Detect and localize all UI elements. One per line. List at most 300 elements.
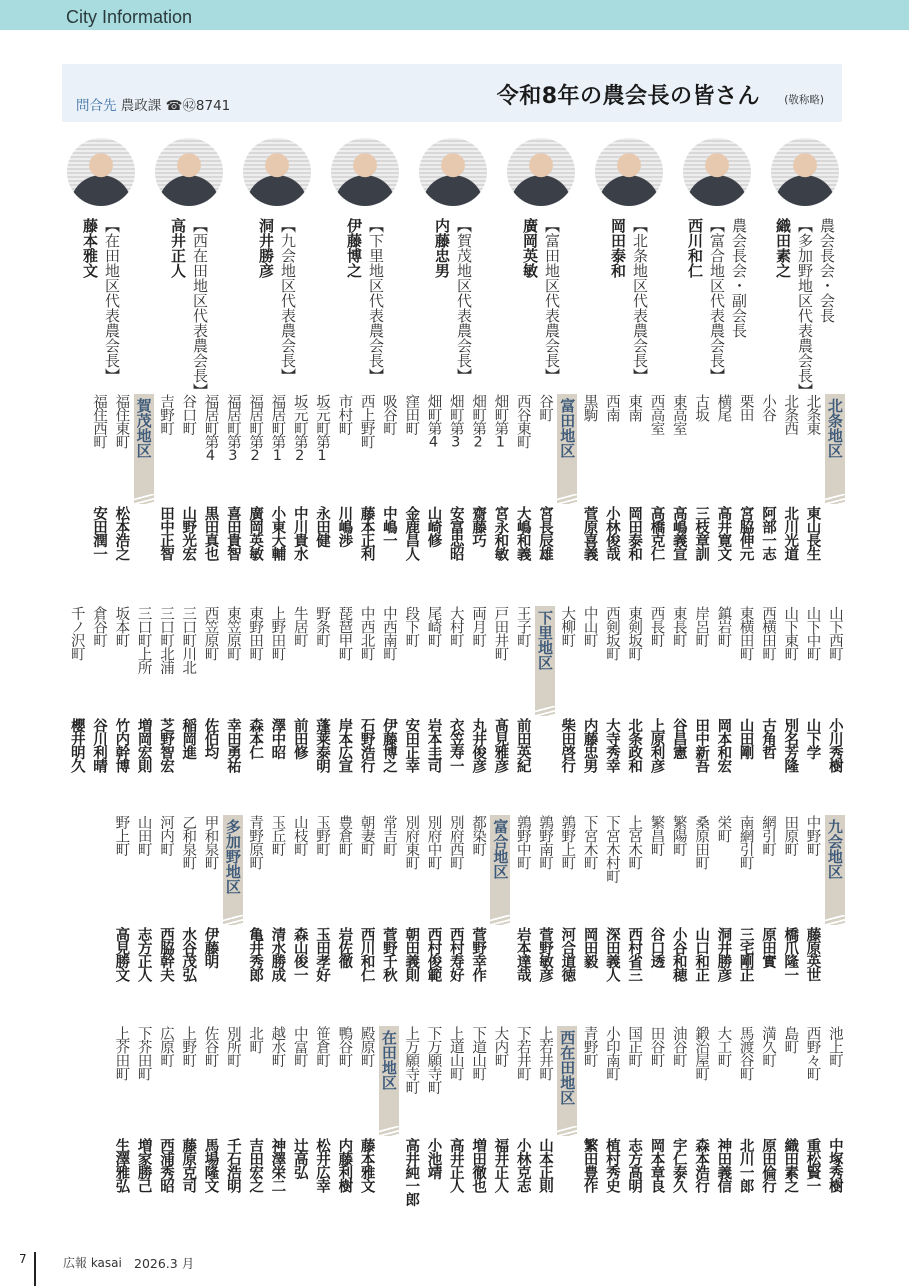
town-name: 別府東町 bbox=[403, 815, 420, 869]
leader-person-name: 森本浩行 bbox=[693, 1138, 710, 1192]
town-name: 山枝町 bbox=[291, 815, 308, 856]
leader-person-name: 岸本広宣 bbox=[336, 718, 353, 772]
town-name: 黒駒 bbox=[581, 394, 598, 421]
leader-name: 内藤忠男 bbox=[433, 218, 451, 278]
contact-info bbox=[76, 94, 230, 114]
leader-title: 農会長会・副会長 bbox=[730, 218, 748, 338]
leader-person-name: 安田正幸 bbox=[403, 718, 420, 772]
leader-person-name: 千石浩明 bbox=[224, 1138, 241, 1192]
town-name: 西南 bbox=[603, 394, 620, 421]
town-name: 古坂 bbox=[693, 394, 710, 421]
town-name: 坂本町 bbox=[113, 606, 130, 647]
portrait-photo bbox=[243, 138, 311, 206]
leader-person-name: 西村省三 bbox=[626, 927, 643, 981]
town-name: 油谷町 bbox=[670, 1026, 687, 1067]
directory-entry bbox=[757, 815, 779, 1020]
directory-entry bbox=[779, 815, 801, 1020]
leader-person-name: 重松賢一 bbox=[804, 1138, 821, 1192]
directory-block bbox=[60, 815, 846, 1020]
leader-person-name: 安富忠昭 bbox=[447, 506, 464, 560]
town-name: 福居町第1 bbox=[269, 394, 286, 463]
leader-person-name: 安田潤一 bbox=[91, 506, 108, 560]
leader-person-name: 芝野智宏 bbox=[157, 718, 174, 772]
directory-entry bbox=[333, 1026, 355, 1231]
leader-person-name: 佐伯均 bbox=[202, 718, 219, 759]
directory-entry bbox=[534, 394, 556, 599]
directory-entry bbox=[757, 606, 779, 811]
leader-name: 岡田泰和 bbox=[609, 218, 627, 278]
leader-person-name: 山口和正 bbox=[693, 927, 710, 981]
district-name: 在田地区 bbox=[379, 1030, 398, 1090]
directory-entry bbox=[199, 1026, 221, 1231]
leader-role: 【富合地区代表農会長】 bbox=[708, 218, 726, 383]
town-name: 上野町 bbox=[180, 1026, 197, 1067]
town-name: 栗田 bbox=[737, 394, 754, 421]
footer-divider bbox=[34, 1252, 36, 1286]
town-name: 国正町 bbox=[626, 1026, 643, 1067]
leader-person-name: 小谷和穂 bbox=[670, 927, 687, 981]
directory-entry bbox=[690, 394, 712, 599]
directory-entry bbox=[601, 606, 623, 811]
leader-person-name: 山下学 bbox=[804, 718, 821, 759]
directory-entry bbox=[199, 815, 221, 1020]
town-name: 中西南町 bbox=[380, 606, 397, 660]
directory-entry bbox=[668, 1026, 690, 1231]
directory-entry bbox=[578, 1026, 600, 1231]
directory-entry bbox=[757, 394, 779, 599]
directory-entry bbox=[801, 815, 823, 1020]
leader-person-name: 高見勝文 bbox=[113, 927, 130, 981]
town-name: 佐谷町 bbox=[202, 1026, 219, 1067]
district-name: 多加野地区 bbox=[223, 819, 242, 894]
town-name: 繁昌町 bbox=[648, 815, 665, 856]
district-header bbox=[489, 815, 511, 1020]
directory-entry bbox=[266, 394, 288, 599]
town-name: 大村町 bbox=[447, 606, 464, 647]
district-tag bbox=[825, 815, 845, 915]
leader-person-name: 山田剛 bbox=[737, 718, 754, 759]
directory-entry bbox=[133, 815, 155, 1020]
leader-person-name: 藤原克司 bbox=[180, 1138, 197, 1192]
leader-text bbox=[238, 218, 316, 383]
directory-entry bbox=[400, 1026, 422, 1231]
directory-entry bbox=[289, 394, 311, 599]
leader-person-name: 生澤雅弘 bbox=[113, 1138, 130, 1192]
directory-entry bbox=[512, 1026, 534, 1231]
town-name: 西横田町 bbox=[759, 606, 776, 660]
directory-entry bbox=[378, 815, 400, 1020]
leader-role: 【在田地区代表農会長】 bbox=[103, 218, 121, 383]
district-header bbox=[222, 815, 244, 1020]
district-name: 下里地区 bbox=[535, 610, 554, 670]
portrait-photo bbox=[595, 138, 663, 206]
directory-entry bbox=[801, 394, 823, 599]
town-name: 下宮木村町 bbox=[603, 815, 620, 883]
directory-entry bbox=[601, 815, 623, 1020]
directory-entry bbox=[779, 394, 801, 599]
section-header-bar bbox=[0, 0, 909, 30]
district-tag bbox=[490, 815, 510, 915]
leader-person-name: 別名芳隆 bbox=[782, 718, 799, 772]
town-name: 玉丘町 bbox=[269, 815, 286, 856]
leader-text bbox=[766, 218, 844, 398]
town-name: 千ノ沢町 bbox=[68, 606, 85, 660]
district-tag bbox=[134, 394, 154, 494]
town-name: 満久町 bbox=[759, 1026, 776, 1067]
town-name: 別府西町 bbox=[447, 815, 464, 869]
leader-person-name: 森本仁 bbox=[247, 718, 264, 759]
directory-block bbox=[60, 1026, 846, 1231]
district-name: 西在田地区 bbox=[558, 1030, 577, 1105]
directory-entry bbox=[645, 1026, 667, 1231]
town-name: 別所町 bbox=[224, 1026, 241, 1067]
leader-person-name: 岩本達哉 bbox=[514, 927, 531, 981]
town-name: 西高室 bbox=[648, 394, 665, 435]
town-name: 山田町 bbox=[135, 815, 152, 856]
town-name: 倉谷町 bbox=[91, 606, 108, 647]
leader-card bbox=[62, 138, 140, 388]
directory-entry bbox=[735, 1026, 757, 1231]
leader-person-name: 小林俊哉 bbox=[603, 506, 620, 560]
town-name: 下芥田町 bbox=[135, 1026, 152, 1080]
town-name: 畑町第1 bbox=[492, 394, 509, 450]
town-name: 坂元町第1 bbox=[314, 394, 331, 463]
directory-entry bbox=[333, 394, 355, 599]
town-name: 窪田町 bbox=[403, 394, 420, 435]
town-name: 下万願寺町 bbox=[425, 1026, 442, 1094]
directory-entry bbox=[467, 394, 489, 599]
leader-person-name: 山崎修 bbox=[425, 506, 442, 547]
directory-entry bbox=[445, 1026, 467, 1231]
town-name: 網引町 bbox=[759, 815, 776, 856]
leader-person-name: 北川一郎 bbox=[737, 1138, 754, 1192]
town-name: 東南 bbox=[626, 394, 643, 421]
leader-person-name: 三宅剛正 bbox=[737, 927, 754, 981]
directory-entry bbox=[757, 1026, 779, 1231]
town-name: 乙和泉町 bbox=[180, 815, 197, 869]
directory-block bbox=[60, 394, 846, 599]
town-name: 鴨谷町 bbox=[336, 1026, 353, 1067]
leader-person-name: 高嶋義宣 bbox=[670, 506, 687, 560]
directory-entry bbox=[289, 815, 311, 1020]
directory-entry bbox=[623, 606, 645, 811]
district-tag bbox=[825, 394, 845, 494]
directory-entry bbox=[266, 1026, 288, 1231]
directory-entry bbox=[489, 606, 511, 811]
leader-person-name: 幸田勇祐 bbox=[224, 718, 241, 772]
town-name: 広原町 bbox=[157, 1026, 174, 1067]
town-name: 鶉野中町 bbox=[514, 815, 531, 869]
district-tag bbox=[557, 394, 577, 494]
town-name: 上道山町 bbox=[447, 1026, 464, 1080]
town-name: 西笠原町 bbox=[202, 606, 219, 660]
leader-name: 廣岡英敏 bbox=[521, 218, 539, 278]
directory-entry bbox=[534, 815, 556, 1020]
directory-entry bbox=[289, 606, 311, 811]
town-name: 西上野町 bbox=[358, 394, 375, 448]
leader-person-name: 藤本正利 bbox=[358, 506, 375, 560]
leader-role: 【賀茂地区代表農会長】 bbox=[455, 218, 473, 383]
leader-person-name: 高井寛文 bbox=[715, 506, 732, 560]
leader-person-name: 永田健 bbox=[314, 506, 331, 547]
town-name: 東野田町 bbox=[247, 606, 264, 660]
leader-person-name: 衣笠寿一 bbox=[447, 718, 464, 772]
leader-person-name: 岡本和宏 bbox=[715, 718, 732, 772]
directory-entry bbox=[311, 815, 333, 1020]
leader-person-name: 岡田毅 bbox=[581, 927, 598, 968]
portrait-photo bbox=[771, 138, 839, 206]
district-tag bbox=[557, 1026, 577, 1126]
directory-entry bbox=[244, 394, 266, 599]
leader-person-name: 神田義信 bbox=[715, 1138, 732, 1192]
directory-entry bbox=[155, 815, 177, 1020]
leader-person-name: 大嶋和義 bbox=[514, 506, 531, 560]
honorific-note: (敬称略) bbox=[784, 94, 824, 106]
district-header bbox=[824, 394, 846, 599]
town-name: 河内町 bbox=[157, 815, 174, 856]
leader-person-name: 岩佐徹 bbox=[336, 927, 353, 968]
town-name: 尾崎町 bbox=[425, 606, 442, 647]
directory-entry bbox=[824, 606, 846, 811]
town-name: 上若井町 bbox=[536, 1026, 553, 1080]
leader-text bbox=[326, 218, 404, 383]
leader-person-name: 志方正人 bbox=[135, 927, 152, 981]
leader-person-name: 松本浩之 bbox=[113, 506, 130, 560]
town-name: 西長町 bbox=[648, 606, 665, 647]
town-name: 市村町 bbox=[336, 394, 353, 435]
leader-person-name: 西浦秀昭 bbox=[157, 1138, 174, 1192]
directory-entry bbox=[155, 394, 177, 599]
directory-entry bbox=[556, 606, 578, 811]
directory-entry bbox=[578, 606, 600, 811]
directory-entry bbox=[333, 606, 355, 811]
directory-entry bbox=[222, 1026, 244, 1231]
leader-person-name: 藤原英世 bbox=[804, 927, 821, 981]
leader-person-name: 小林克志 bbox=[514, 1138, 531, 1192]
leader-person-name: 伊藤明 bbox=[202, 927, 219, 968]
town-name: 青野原町 bbox=[247, 815, 264, 869]
leader-person-name: 宮脇伸元 bbox=[737, 506, 754, 560]
directory-entry bbox=[534, 1026, 556, 1231]
town-name: 牛居町 bbox=[291, 606, 308, 647]
directory-entry bbox=[801, 1026, 823, 1231]
leader-person-name: 西川和仁 bbox=[358, 927, 375, 981]
directory-entry bbox=[512, 815, 534, 1020]
directory-entry bbox=[66, 606, 88, 811]
leader-person-name: 内藤忠男 bbox=[581, 718, 598, 772]
directory-entry bbox=[712, 1026, 734, 1231]
leader-person-name: 小東大輔 bbox=[269, 506, 286, 560]
leader-person-name: 石野浩行 bbox=[358, 718, 375, 772]
directory-entry bbox=[110, 606, 132, 811]
town-name: 笹倉町 bbox=[314, 1026, 331, 1067]
leader-title: 農会長会・会長 bbox=[818, 218, 836, 323]
leader-person-name: 山本正則 bbox=[536, 1138, 553, 1192]
leader-person-name: 岩本圭司 bbox=[425, 718, 442, 772]
leader-person-name: 玉田孝好 bbox=[314, 927, 331, 981]
directory-entry bbox=[177, 394, 199, 599]
leader-person-name: 髙見雅彦 bbox=[492, 718, 509, 772]
section-title: City Information bbox=[66, 7, 193, 27]
town-name: 上芥田町 bbox=[113, 1026, 130, 1080]
directory-entry bbox=[578, 815, 600, 1020]
leader-person-name: 内藤利樹 bbox=[336, 1138, 353, 1192]
town-name: 小谷 bbox=[759, 394, 776, 421]
directory-entry bbox=[668, 394, 690, 599]
leader-person-name: 橋爪隆一 bbox=[782, 927, 799, 981]
leader-person-name: 谷川利晴 bbox=[91, 718, 108, 772]
directory-entry bbox=[378, 394, 400, 599]
town-name: 野上町 bbox=[113, 815, 130, 856]
town-name: 豊倉町 bbox=[336, 815, 353, 856]
district-header bbox=[133, 394, 155, 599]
leader-person-name: 西脇幹夫 bbox=[157, 927, 174, 981]
directory-entry bbox=[712, 606, 734, 811]
district-tag bbox=[379, 1026, 399, 1126]
directory-entry bbox=[512, 606, 534, 811]
town-name: 越水町 bbox=[269, 1026, 286, 1067]
leader-person-name: 田中新吾 bbox=[693, 718, 710, 772]
leader-name: 高井正人 bbox=[169, 218, 187, 278]
leader-person-name: 田中正智 bbox=[157, 506, 174, 560]
town-name: 三口町川北 bbox=[180, 606, 197, 674]
town-name: 福住西町 bbox=[91, 394, 108, 448]
directory-entry bbox=[779, 606, 801, 811]
town-name: 田原町 bbox=[782, 815, 799, 856]
directory-entry bbox=[690, 1026, 712, 1231]
directory-entry bbox=[311, 1026, 333, 1231]
leader-person-name: 齋藤巧 bbox=[470, 506, 487, 547]
directory-entry bbox=[266, 815, 288, 1020]
leader-text bbox=[502, 218, 580, 383]
town-name: 栄町 bbox=[715, 815, 732, 842]
directory-entry bbox=[289, 1026, 311, 1231]
leader-person-name: 宇仁泰久 bbox=[670, 1138, 687, 1192]
district-name: 九会地区 bbox=[825, 819, 844, 879]
leader-card bbox=[590, 138, 668, 388]
town-name: 福居町第2 bbox=[247, 394, 264, 463]
leader-person-name: 中塚秀樹 bbox=[826, 1138, 843, 1192]
directory-entry bbox=[378, 606, 400, 811]
leader-card bbox=[326, 138, 404, 388]
directory-entry bbox=[177, 1026, 199, 1231]
town-name: 山下東町 bbox=[782, 606, 799, 660]
portrait-photo bbox=[419, 138, 487, 206]
directory-entry bbox=[645, 394, 667, 599]
leader-person-name: 古角哲 bbox=[759, 718, 776, 759]
town-name: 鎮岩町 bbox=[715, 606, 732, 647]
leader-person-name: 三枝章訓 bbox=[693, 506, 710, 560]
town-name: 福住東町 bbox=[113, 394, 130, 448]
directory-entry bbox=[623, 815, 645, 1020]
district-name: 北条地区 bbox=[825, 398, 844, 458]
directory-entry bbox=[712, 394, 734, 599]
directory-entry bbox=[489, 1026, 511, 1231]
town-name: 南網引町 bbox=[737, 815, 754, 869]
leader-person-name: 亀井秀郎 bbox=[247, 927, 264, 981]
leader-person-name: 小池靖 bbox=[425, 1138, 442, 1179]
leader-person-name: 宮永和敏 bbox=[492, 506, 509, 560]
town-name: 下若井町 bbox=[514, 1026, 531, 1080]
leader-person-name: 中川貴水 bbox=[291, 506, 308, 560]
district-tag bbox=[535, 606, 555, 706]
leader-name: 藤本雅文 bbox=[81, 218, 99, 278]
town-name: 島町 bbox=[782, 1026, 799, 1053]
directory-entry bbox=[110, 1026, 132, 1231]
leader-person-name: 西村寿好 bbox=[447, 927, 464, 981]
directory-entry bbox=[311, 606, 333, 811]
leader-person-name: 上原利彦 bbox=[648, 718, 665, 772]
leader-person-name: 廣岡英敏 bbox=[247, 506, 264, 560]
leader-person-name: 黒田真也 bbox=[202, 506, 219, 560]
directory-entry bbox=[668, 815, 690, 1020]
district-tag bbox=[223, 815, 243, 915]
leader-person-name: 高井純一郎 bbox=[403, 1138, 420, 1206]
directory-entry bbox=[199, 606, 221, 811]
town-name: 福居町第4 bbox=[202, 394, 219, 463]
directory-entry bbox=[445, 394, 467, 599]
town-name: 大内町 bbox=[492, 1026, 509, 1067]
town-name: 田谷町 bbox=[648, 1026, 665, 1067]
town-name: 坂元町第2 bbox=[291, 394, 308, 463]
leader-person-name: 前田修 bbox=[291, 718, 308, 759]
town-name: 北条東 bbox=[804, 394, 821, 435]
town-name: 中野町 bbox=[804, 815, 821, 856]
town-name: 小印南町 bbox=[603, 1026, 620, 1080]
directory-entry bbox=[422, 394, 444, 599]
town-name: 三口町北浦 bbox=[157, 606, 174, 674]
directory-entry bbox=[690, 606, 712, 811]
leader-person-name: 岡田泰和 bbox=[626, 506, 643, 560]
town-name: 北条西 bbox=[782, 394, 799, 435]
leader-text bbox=[62, 218, 140, 383]
directory-entry bbox=[779, 1026, 801, 1231]
town-name: 北町 bbox=[247, 1026, 264, 1053]
leader-card bbox=[414, 138, 492, 388]
leader-person-name: 小川秀樹 bbox=[826, 718, 843, 772]
leader-person-name: 中嶋一 bbox=[380, 506, 397, 547]
directory-entry bbox=[735, 394, 757, 599]
leader-person-name: 植村秀史 bbox=[603, 1138, 620, 1192]
directory-entry bbox=[311, 394, 333, 599]
leader-person-name: 藤本雅文 bbox=[358, 1138, 375, 1192]
district-name: 富田地区 bbox=[558, 398, 577, 458]
town-name: 東高室 bbox=[670, 394, 687, 435]
town-name: 鍛治屋町 bbox=[693, 1026, 710, 1080]
district-name: 富合地区 bbox=[491, 819, 510, 879]
town-name: 畑町第4 bbox=[425, 394, 442, 450]
directory-entry bbox=[422, 1026, 444, 1231]
town-name: 西谷東町 bbox=[514, 394, 531, 448]
leader-person-name: 森山俊一 bbox=[291, 927, 308, 981]
leader-person-name: 北川光道 bbox=[782, 506, 799, 560]
town-name: 常吉町 bbox=[380, 815, 397, 856]
leader-person-name: 吉田宏之 bbox=[247, 1138, 264, 1192]
contact-label: 問合先 bbox=[76, 98, 117, 114]
portrait-photo bbox=[507, 138, 575, 206]
leader-person-name: 高井正人 bbox=[447, 1138, 464, 1192]
leader-person-name: 織田素之 bbox=[782, 1138, 799, 1192]
directory-entry bbox=[489, 394, 511, 599]
directory-entry bbox=[110, 815, 132, 1020]
leader-person-name: 増家勝己 bbox=[135, 1138, 152, 1192]
leader-person-name: 竹内幹博 bbox=[113, 718, 130, 772]
town-name: 東笠原町 bbox=[224, 606, 241, 660]
leader-person-name: 松井広幸 bbox=[314, 1138, 331, 1192]
town-name: 上万願寺町 bbox=[403, 1026, 420, 1094]
leader-person-name: 辻高弘 bbox=[291, 1138, 308, 1179]
directory-entry bbox=[177, 815, 199, 1020]
